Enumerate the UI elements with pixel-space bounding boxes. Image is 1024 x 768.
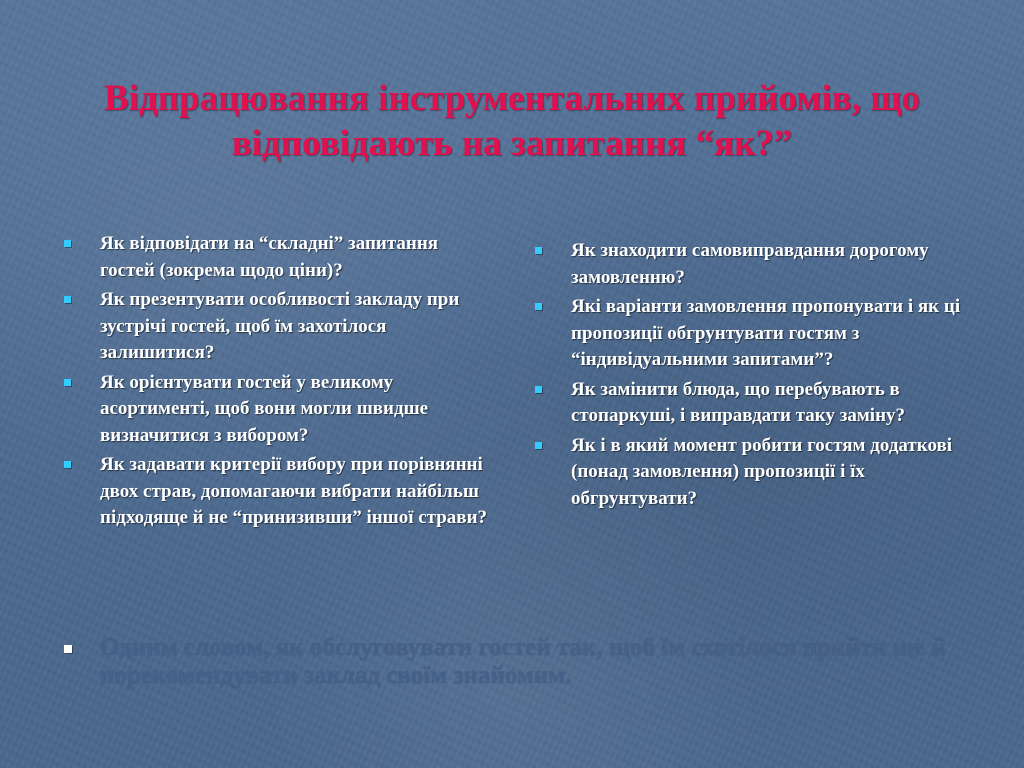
list-item-text: Які варіанти замовлення пропонувати і як ці пропозиції обгрунтувати гостям з “індивідуальними запитами”?	[571, 296, 961, 370]
list-item	[533, 238, 963, 291]
square-bullet-icon	[535, 247, 542, 254]
summary-statement	[62, 634, 1000, 690]
square-bullet-icon	[64, 240, 71, 247]
right-bullet-list	[533, 238, 963, 515]
square-bullet-icon	[64, 461, 71, 468]
square-bullet-icon	[535, 386, 542, 393]
list-item-text: Як і в який момент робити гостям додаткові (понад замовлення) пропозиції і їх обгрунтувати?	[571, 434, 953, 509]
square-bullet-icon	[535, 442, 542, 449]
list-item-text: Як знаходити самовиправдання дорогому замовленню?	[571, 240, 929, 288]
square-bullet-icon	[64, 645, 72, 653]
list-item	[533, 433, 963, 513]
list-item-text: Як презентувати особливості закладу при зустрічі гостей, щоб їм захотілося залишитися?	[100, 289, 460, 363]
list-item	[533, 377, 963, 430]
list-item-text: Як відповідати на “складні” запитання гостей (зокрема щодо ціни)?	[100, 233, 439, 281]
list-item	[62, 231, 492, 284]
square-bullet-icon	[535, 303, 542, 310]
list-item	[62, 452, 492, 532]
slide-title: Відпрацювання інструментальних прийомів, що відповідають на запитання “як?”	[104, 78, 920, 164]
left-bullet-list	[62, 231, 492, 535]
list-item	[62, 287, 492, 367]
list-item-text: Як замінити блюда, що перебувають в стопаркуші, і виправдати таку заміну?	[571, 378, 906, 426]
list-item	[533, 294, 963, 374]
square-bullet-icon	[64, 296, 71, 303]
square-bullet-icon	[64, 379, 71, 386]
list-item-text: Як задавати критерії вибору при порівнянні двох страв, допомагаючи вибрати найбільш підходяще й не “принизивши” іншої страви?	[100, 454, 488, 528]
list-item-text: Як орієнтувати гостей у великому асортименті, щоб вони могли швидше визначитися з вибором?	[100, 371, 429, 446]
list-item	[62, 370, 492, 450]
summary-text: Одним словом, як обслуговувати гостей так, щоб їм схотілося прийти ще й порекомендувати заклад своїм знайомим.	[100, 634, 946, 689]
